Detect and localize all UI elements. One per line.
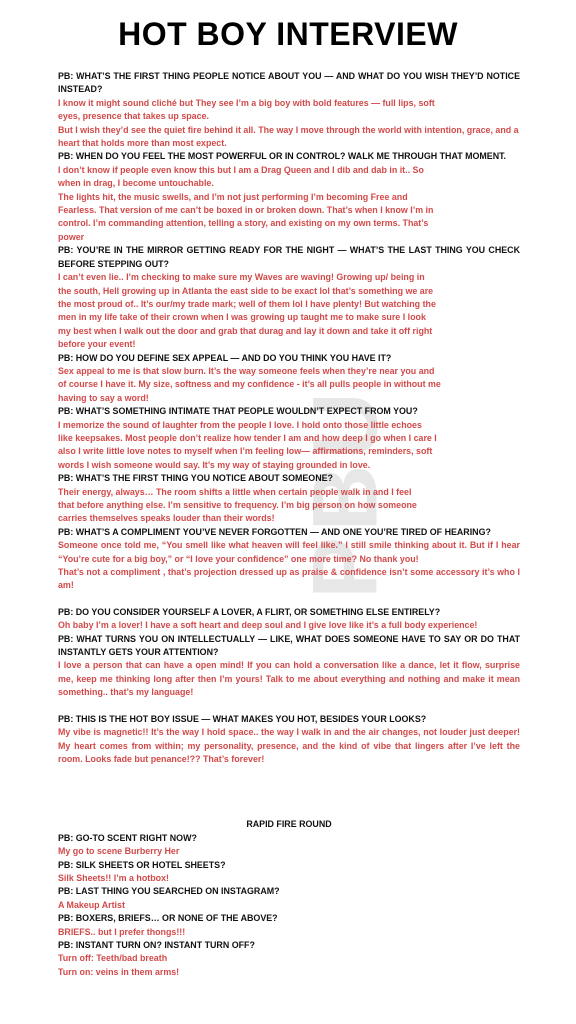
page-title: HOT BOY INTERVIEW [118, 16, 458, 52]
answer: also I write little love notes to myself when I’m feeling low— affirmations, reminders, soft [58, 446, 433, 457]
answer: I don’t know if people even know this but I am a Drag Queen and I dib and dab in it.. So [58, 164, 424, 175]
answer: that before anything else. I’m sensitive to frequency. I’m big person on how someone [58, 500, 417, 510]
answer: Sex appeal to me is that slow burn. It’s the way someone feels when they’re near you and [58, 365, 435, 376]
question: PB: WHAT’S THE FIRST THING YOU NOTICE ABOUT SOMEONE? [58, 473, 333, 484]
rapid-fire-answer: A Makeup Artist [58, 899, 125, 910]
answer: The lights hit, the music swells, and I’m not just performing I’m becoming Free and [58, 191, 408, 202]
question: PB: WHAT’S THE FIRST THING PEOPLE NOTICE ABOUT YOU — AND WHAT DO YOU WISH THEY’D NOTICE INSTEAD? [58, 71, 520, 95]
rapid-fire-question: PB: INSTANT TURN ON? INSTANT TURN OFF? [58, 939, 255, 950]
section-spacer [58, 766, 520, 818]
rapid-fire-title: RAPID FIRE ROUND [246, 819, 332, 830]
answer: I love a person that can have a open mind! If you can hold a conversation like a dance, let it flow, surprise me, keep me thinking long after then I’m yours! Talk to me about everything and nothing and make it mean something.. that’s my language! [58, 660, 520, 698]
answer: I memorize the sound of laughter from the people I love. I hold onto those little echoes [58, 419, 422, 430]
answer: words I wish someone would say. It’s my way of staying grounded in love. [58, 459, 371, 470]
answer: My vibe is magnetic!! It’s the way I hold space.. the way I walk in and the air changes, not louder just deeper! My heart comes from within; my personality, presence, and the kind of vibe that lingers after I’ve left the room. Looks fade but penance!?? That’s forever! [58, 727, 520, 764]
answer: Oh baby I’m a lover! I have a soft heart and deep soul and I give love like it’s a full body experience! [58, 620, 478, 631]
answer: men in my life take of their crown when I was growing up taught me to make sure I look [58, 312, 426, 323]
answer: That’s not a compliment , that’s projection dressed up as praise & confidence isn’t some accessory it’s who I am! [58, 567, 520, 591]
rapid-fire-answer: My go to scene Burberry Her [58, 846, 180, 857]
rapid-fire-question: PB: GO-TO SCENT RIGHT NOW? [58, 832, 197, 843]
answer: eyes, presence that takes up space. [58, 111, 209, 122]
answer: carries themselves speaks louder than their words! [58, 513, 275, 524]
rapid-fire-answer: Turn on: veins in them arms! [58, 966, 180, 977]
answer: when in drag, I become untouchable. [58, 178, 214, 189]
answer: I can’t even lie.. I’m checking to make sure my Waves are waving! Growing up/ being in [58, 272, 425, 283]
rapid-fire-answer: BRIEFS.. but I prefer thongs!!! [58, 926, 186, 937]
rapid-fire-question: PB: LAST THING YOU SEARCHED ON INSTAGRAM? [58, 886, 280, 897]
section-spacer [58, 700, 520, 713]
answer: I know it might sound cliché but They see I’m a big boy with bold features — full lips, soft [58, 97, 435, 108]
answer: before your event! [58, 339, 136, 350]
answer: control. I’m commanding attention, telling a story, and existing on my own terms. That’s [58, 218, 429, 229]
watermark-logo: PBU [294, 386, 397, 599]
rapid-fire-answer: Turn off: Teeth/bad breath [58, 953, 168, 964]
answer: having to say a word! [58, 392, 149, 403]
question: PB: THIS IS THE HOT BOY ISSUE — WHAT MAKES YOU HOT, BESIDES YOUR LOOKS? [58, 713, 427, 724]
interview-content [58, 70, 520, 979]
answer: But I wish they’d see the quiet fire behind it all. The way I move through the world with intention, grace, and a heart that holds more than most expect. [58, 124, 519, 149]
rapid-fire-question: PB: BOXERS, BRIEFS… OR NONE OF THE ABOVE? [58, 913, 278, 924]
rapid-fire-answer: Silk Sheets!! I’m a hotbox! [58, 872, 169, 883]
answer: the south, Hell growing up in Atlanta the east side to be exact lol that’s something we are [58, 285, 434, 296]
question: PB: WHAT’S A COMPLIMENT YOU’VE NEVER FORGOTTEN — AND ONE YOU’RE TIRED OF HEARING? [58, 526, 491, 537]
question: PB: WHAT TURNS YOU ON INTELLECTUALLY — LIKE, WHAT DOES SOMEONE HAVE TO SAY OR DO THAT INSTANTLY GETS YOUR ATTENTION? [58, 633, 520, 658]
answer: my best when I walk out the door and grab that durag and lay it down and take it off right [58, 325, 433, 336]
answer: like keepsakes. Most people don’t realize how tender I am and how deep I go when I care I [58, 432, 437, 443]
question: PB: HOW DO YOU DEFINE SEX APPEAL — AND DO YOU THINK YOU HAVE IT? [58, 352, 392, 363]
answer: power [58, 231, 85, 242]
answer: of course I have it. My size, softness and my confidence - it’s all pulls people in without me [58, 379, 441, 390]
question: PB: DO YOU CONSIDER YOURSELF A LOVER, A FLIRT, OR SOMETHING ELSE ENTIRELY? [58, 606, 441, 617]
section-spacer [58, 593, 520, 606]
answer: Fearless. That version of me can’t be boxed in or broken down. That’s when I know I’m in [58, 205, 434, 216]
answer: Their energy, always… The room shifts a little when certain people walk in and I feel [58, 486, 412, 497]
question: PB: WHAT’S SOMETHING INTIMATE THAT PEOPLE WOULDN’T EXPECT FROM YOU? [58, 406, 418, 417]
answer: the most proud of.. It’s our/my trade mark; well of them lol I have plenty! But watching the [58, 298, 436, 309]
rapid-fire-question: PB: SILK SHEETS OR HOTEL SHEETS? [58, 859, 226, 870]
question: PB: YOU’RE IN THE MIRROR GETTING READY FOR THE NIGHT — WHAT’S THE LAST THING YOU CHECK BEFORE STEPPING OUT? [58, 245, 520, 269]
answer: Someone once told me, “You smell like what heaven will feel like.” I still smile thinking about it. But if I hear “You’re cute for a big boy,” or “I love your confidence” one more time? No thank you! [58, 540, 520, 564]
question: PB: WHEN DO YOU FEEL THE MOST POWERFUL OR IN CONTROL? WALK ME THROUGH THAT MOMENT. [58, 151, 507, 162]
